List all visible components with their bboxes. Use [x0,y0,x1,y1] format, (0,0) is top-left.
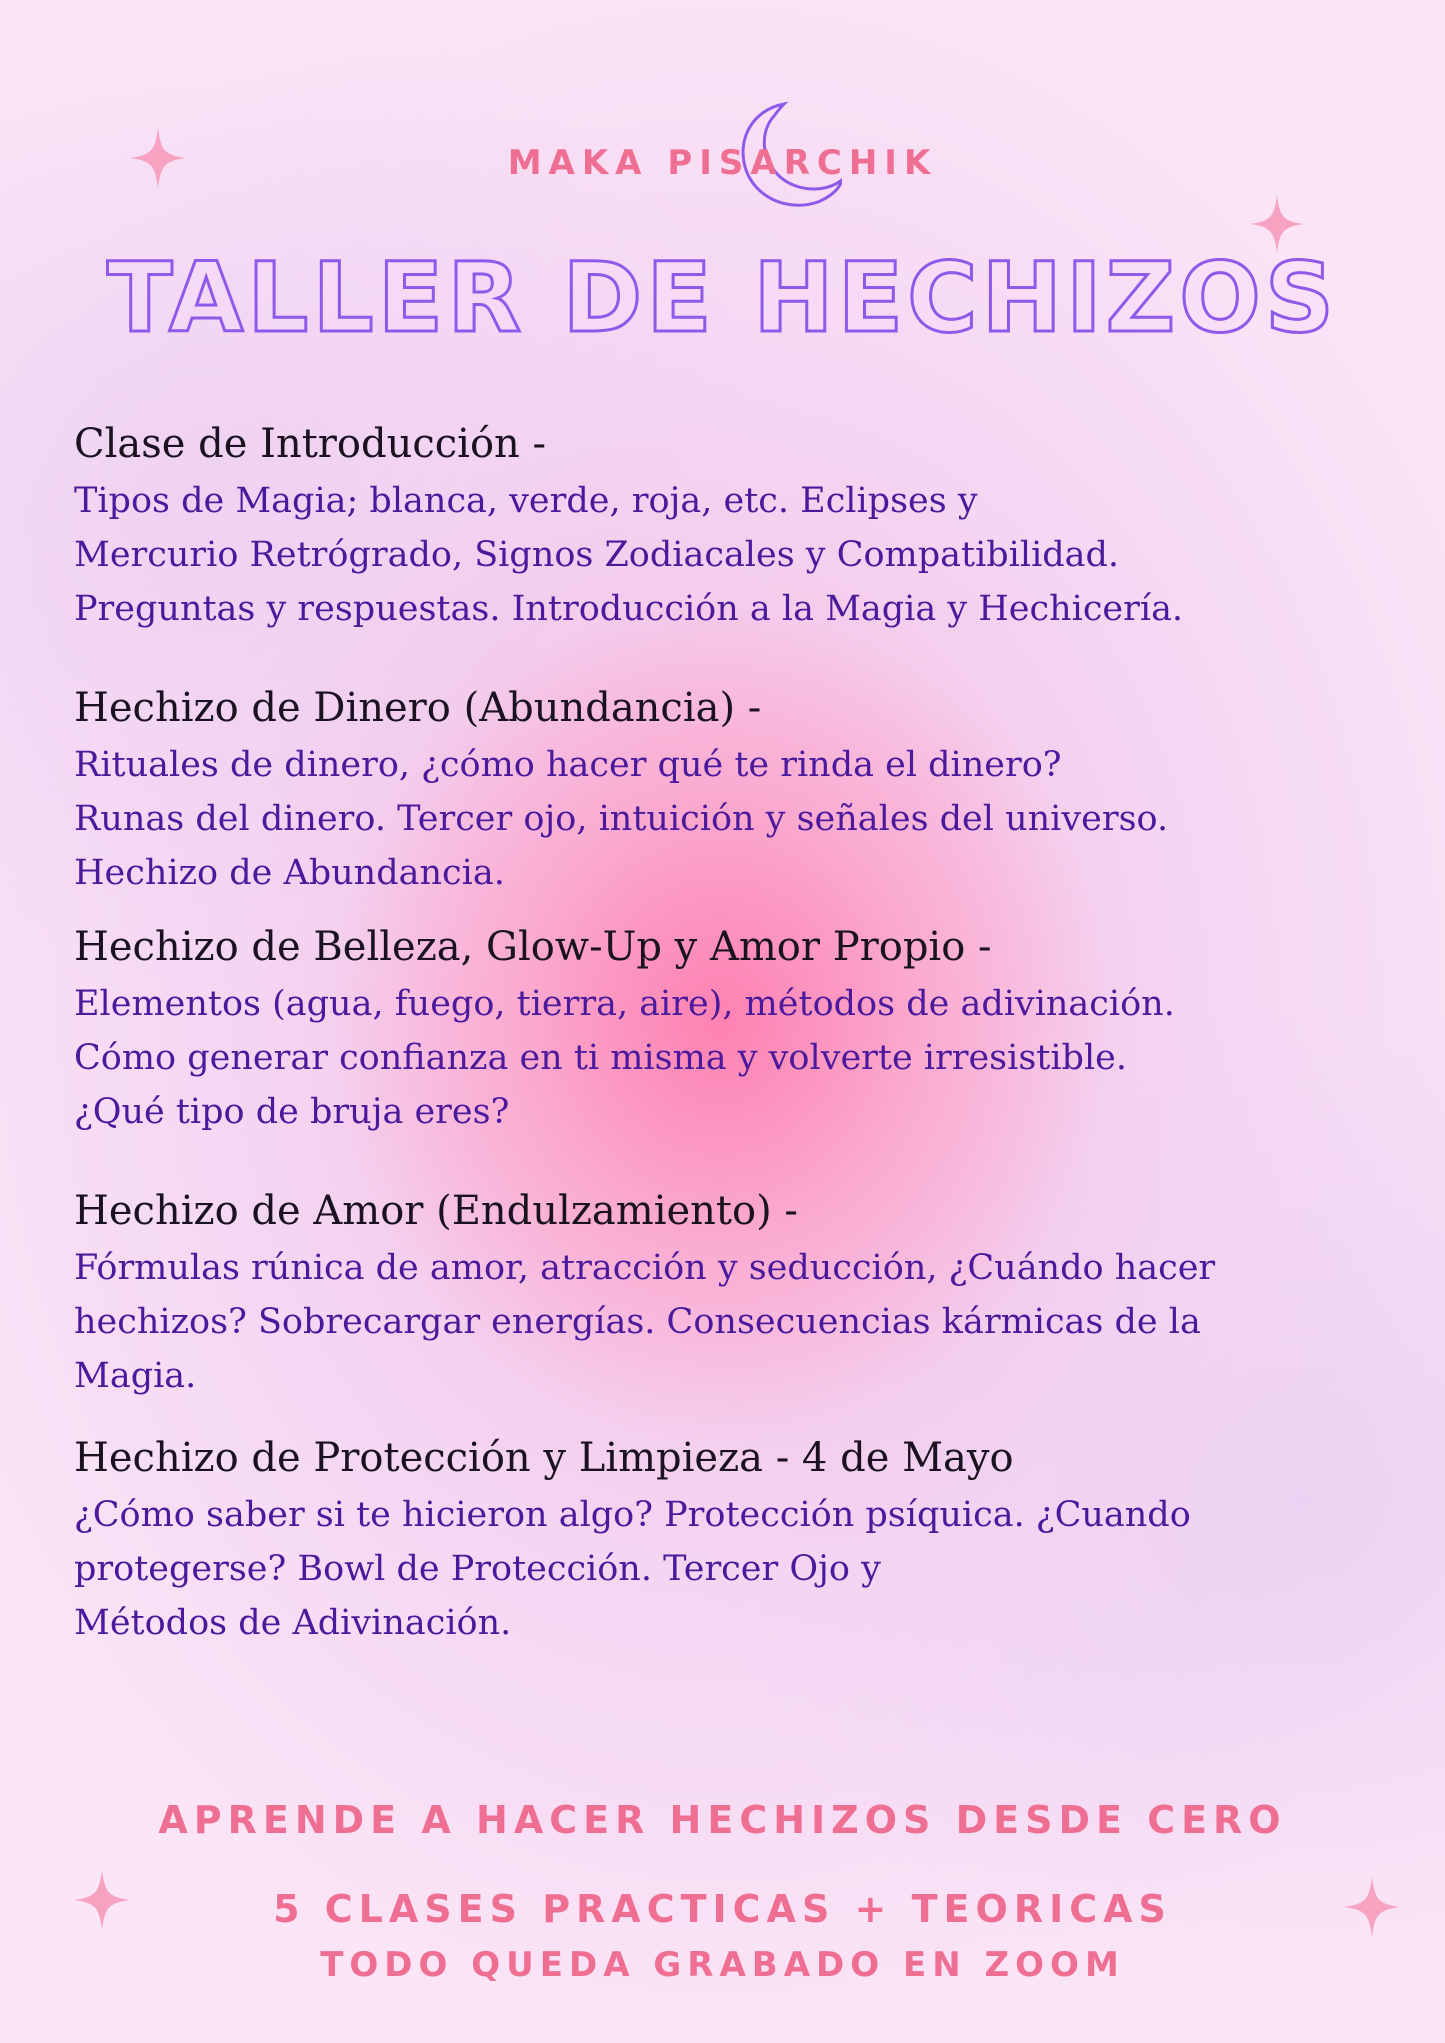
section-body: Rituales de dinero, ¿cómo hacer qué te rinda el dinero? Runas del dinero. Tercer ojo, intuición y señales del universo. Hechizo de Abundancia. [74,745,1169,893]
section-body: Elementos (agua, fuego, tierra, aire), métodos de adivinación. Cómo generar confianza en ti misma y volverte irresistible. ¿Qué tipo de bruja eres? [74,984,1175,1132]
brand-name: MAKA PISARCHIK [507,143,938,183]
section-dinero [74,682,1374,900]
section-title: Hechizo de Belleza, Glow-Up y Amor Propio - [74,924,992,970]
section-title: Clase de Introducción - [74,421,547,467]
section-body: Fórmulas rúnica de amor, atracción y seducción, ¿Cuándo hacer hechizos? Sobrecargar energías. Consecuencias kármicas de la Magia. [74,1248,1216,1396]
section-body: ¿Cómo saber si te hicieron algo? Protección psíquica. ¿Cuando protegerse? Bowl de Protección. Tercer Ojo y Métodos de Adivinación. [74,1495,1191,1643]
section-title: Hechizo de Amor (Endulzamiento) - [74,1188,798,1234]
footer-classes: 5 CLASES PRACTICAS + TEORICAS [273,1887,1172,1931]
page-title: TALLER DE HECHIZOS [106,242,1339,354]
section-body: Tipos de Magia; blanca, verde, roja, etc. Eclipses y Mercurio Retrógrado, Signos Zodiacales y Compatibilidad. Preguntas y respuestas. Introducción a la Magia y Hechicería. [74,481,1184,629]
section-proteccion [74,1432,1374,1650]
section-title: Hechizo de Dinero (Abundancia) - [74,685,762,731]
section-introduccion [74,418,1374,636]
section-amor [74,1185,1374,1403]
section-belleza [74,921,1374,1139]
section-title: Hechizo de Protección y Limpieza - 4 de Mayo [74,1435,1014,1481]
footer-tagline: APRENDE A HACER HECHIZOS DESDE CERO [158,1798,1287,1842]
footer-zoom-note: TODO QUEDA GRABADO EN ZOOM [320,1945,1125,1985]
